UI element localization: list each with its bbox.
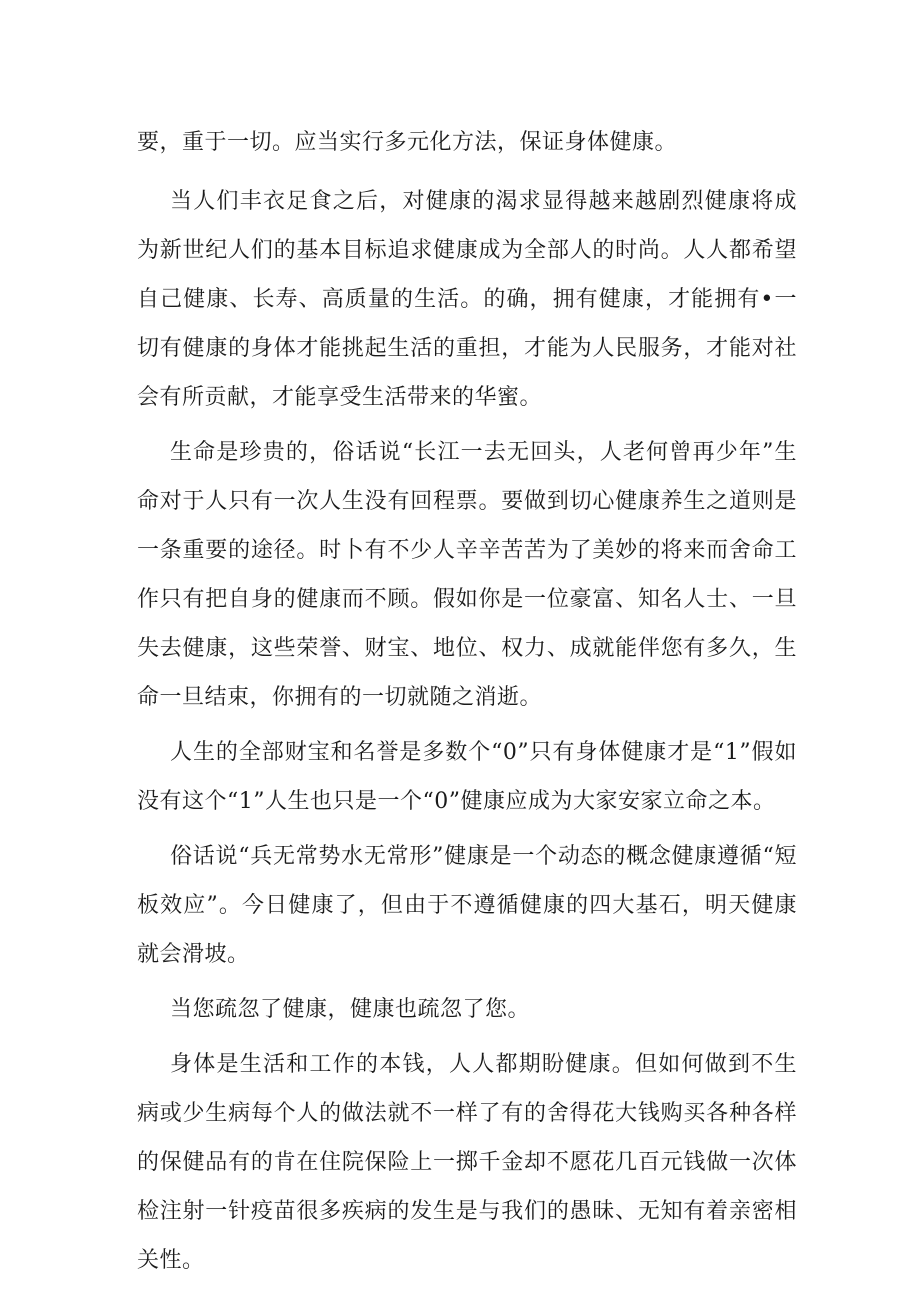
- paragraph-5: 俗话说“兵无常势水无常形”健康是一个动态的概念健康遵循“短板效应”。今日健康了，但由于不遵循健康的四大基石，明天健康就会滑坡。: [137, 844, 797, 967]
- paragraph-4: 人生的全部财宝和名誉是多数个“0”只有身体健康才是“1”假如没有这个“1”人生也只是一个“0”健康应成为大家安家立命之本。: [137, 740, 797, 814]
- paragraph-6: 当您疏忽了健康，健康也疏忽了您。: [170, 997, 531, 1022]
- paragraph-3: 生命是珍贵的，俗话说“长江一去无回头，人老何曾再少年”生命对于人只有一次人生没有回程票。要做到切心健康养生之道则是一条重要的途径。时卜有不少人辛辛苦苦为了美妙的将来而舍命工作只有把自身的健康而不顾。假如你是一位豪富、知名人士、一旦失去健康，这些荣誉、财宝、地位、权力、成就能伴您有多久，生命一旦结束，你拥有的一切就随之消逝。: [137, 440, 797, 710]
- paragraph-2: 当人们丰衣足食之后，对健康的渴求显得越来越剧烈健康将成为新世纪人们的基本目标追求健康成为全部人的时尚。人人都希望自己健康、长寿、高质量的生活。的确，拥有健康，才能拥有•一切有健康的身体才能挑起生活的重担，才能为人民服务，才能对社会有所贡献，才能享受生活带来的华蜜。: [137, 189, 797, 410]
- body-text: [137, 118, 797, 1285]
- paragraph-7: 身体是生活和工作的本钱，人人都期盼健康。但如何做到不生病或少生病每个人的做法就不一样了有的舍得花大钱购买各种各样的保健品有的肯在住院保险上一掷千金却不愿花几百元钱做一次体检注射一针疫苗很多疾病的发生是与我们的愚昧、无知有着亲密相关性。: [137, 1052, 797, 1273]
- paragraph-1: 要，重于一切。应当实行多元化方法，保证身体健康。: [137, 130, 678, 155]
